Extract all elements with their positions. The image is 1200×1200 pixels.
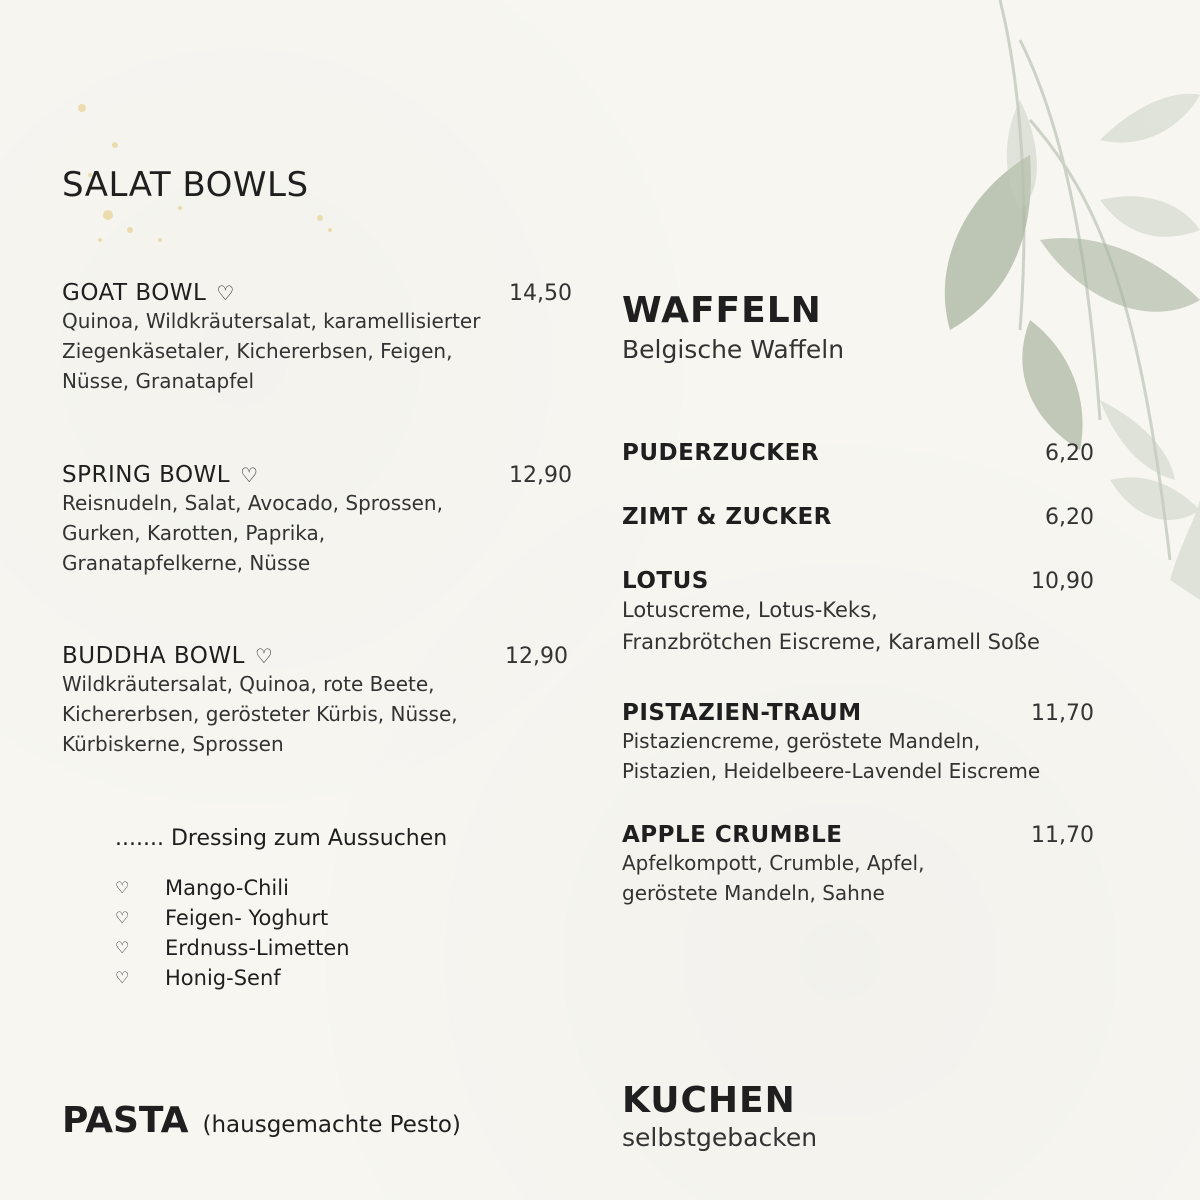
list-item: ♡ Feigen- Yoghurt <box>115 903 447 933</box>
menu-item-spring-bowl <box>62 462 572 578</box>
pasta-section-subtitle: (hausgemachte Pesto) <box>202 1112 461 1138</box>
heart-icon: ♡ <box>115 908 130 927</box>
item-description: Wildkräutersalat, Quinoa, rote Beete, Kichererbsen, gerösteter Kürbis, Nüsse, Kürbiskerne, Sprossen <box>62 672 458 756</box>
heart-icon: ♡ <box>254 644 273 668</box>
item-name: APPLE CRUMBLE <box>622 822 843 848</box>
item-price: 11,70 <box>1031 823 1094 848</box>
menu-item-apple-crumble <box>622 822 1094 908</box>
heart-icon: ♡ <box>240 463 259 487</box>
heart-icon: ♡ <box>115 938 130 957</box>
item-description: Pistaziencreme, geröstete Mandeln, Pistazien, Heidelbeere-Lavendel Eiscreme <box>622 729 1041 783</box>
item-name: ZIMT & ZUCKER <box>622 504 832 530</box>
menu-item-goat-bowl <box>62 280 572 396</box>
waffeln-section-header <box>622 290 844 364</box>
waffeln-section-subtitle: Belgische Waffeln <box>622 335 845 364</box>
heart-icon: ♡ <box>216 281 235 305</box>
item-description: Lotuscreme, Lotus-Keks, Franzbrötchen Eiscreme, Karamell Soße <box>622 598 1040 654</box>
item-name: BUDDHA BOWL <box>62 643 245 669</box>
item-price: 10,90 <box>1031 569 1094 594</box>
item-description: Quinoa, Wildkräutersalat, karamellisierter Ziegenkäsetaler, Kichererbsen, Feigen, Nüsse, Granatapfel <box>62 309 481 393</box>
item-description: Reisnudeln, Salat, Avocado, Sprossen, Gurken, Karotten, Paprika, Granatapfelkerne, Nüsse <box>62 491 443 575</box>
item-price: 12,90 <box>505 644 568 669</box>
item-name: LOTUS <box>622 568 709 594</box>
dressing-box <box>115 826 447 993</box>
item-name: PISTAZIEN-TRAUM <box>622 700 862 726</box>
menu-item-buddha-bowl <box>62 643 568 759</box>
menu-item-pistazien-traum <box>622 700 1094 786</box>
waffeln-section-title: WAFFELN <box>622 290 822 331</box>
item-name: SPRING BOWL <box>62 462 231 488</box>
item-name: PUDERZUCKER <box>622 440 820 466</box>
item-price: 11,70 <box>1031 701 1094 726</box>
item-name: GOAT BOWL <box>62 280 207 306</box>
heart-icon: ♡ <box>115 968 130 987</box>
menu-item-lotus <box>622 568 1094 658</box>
heart-icon: ♡ <box>115 878 130 897</box>
list-item: ♡ Erdnuss-Limetten <box>115 933 447 963</box>
pasta-section-title: PASTA <box>62 1100 189 1141</box>
item-price: 12,90 <box>509 463 572 488</box>
eucalyptus-leaves-icon <box>870 0 1200 640</box>
item-price: 6,20 <box>1045 441 1094 466</box>
list-item: ♡ Honig-Senf <box>115 963 447 993</box>
kuchen-section-title: KUCHEN <box>622 1080 796 1121</box>
kuchen-section-subtitle: selbstgebacken <box>622 1123 818 1152</box>
salat-section-title: SALAT BOWLS <box>62 165 309 205</box>
item-price: 14,50 <box>509 281 572 306</box>
list-item: ♡ Mango-Chili <box>115 873 447 903</box>
kuchen-section-header <box>622 1080 817 1152</box>
dressing-title: ....... Dressing zum Aussuchen <box>115 826 448 851</box>
item-price: 6,20 <box>1045 505 1094 530</box>
dressing-list <box>115 873 447 993</box>
menu-item-zimt-zucker <box>622 504 1094 530</box>
pasta-section-header <box>62 1100 461 1141</box>
item-description: Apfelkompott, Crumble, Apfel, geröstete Mandeln, Sahne <box>622 851 925 905</box>
menu-item-puderzucker <box>622 440 1094 466</box>
